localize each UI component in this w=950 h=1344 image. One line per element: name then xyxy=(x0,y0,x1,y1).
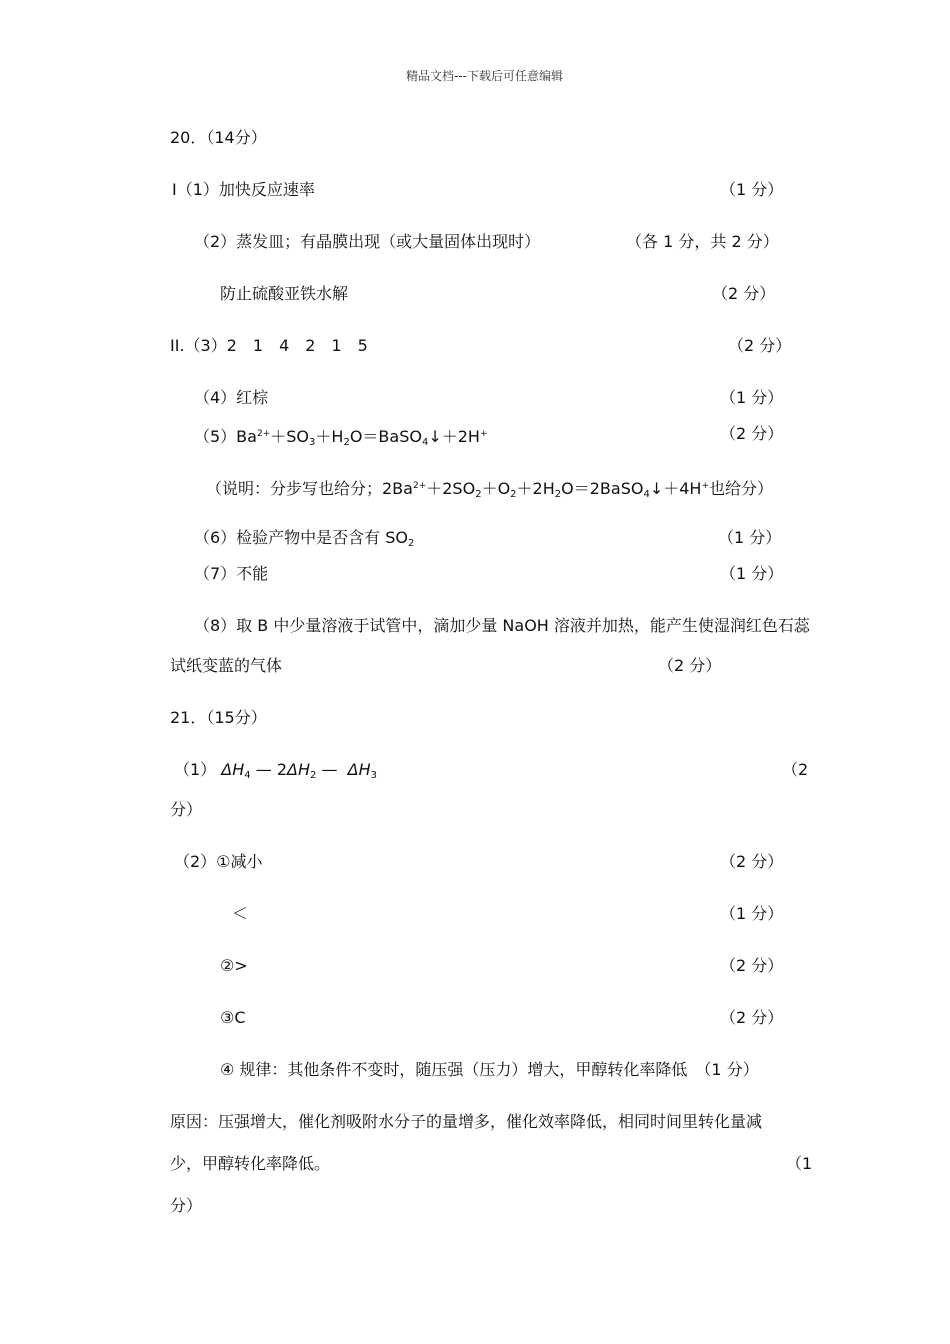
q20-ii7-score: （1 分） xyxy=(720,564,784,583)
q20-i2-text: （2）蒸发皿；有晶膜出现（或大量固体出现时） xyxy=(194,232,541,251)
q21-p2d-score: （2 分） xyxy=(720,1008,784,1027)
q20-title: 20．（14分） xyxy=(170,128,267,147)
q21-p2b-text: ＜ xyxy=(232,904,249,923)
q21-p2c-text: ②> xyxy=(220,956,248,975)
q20-i2-score: （各 1 分，共 2 分） xyxy=(626,232,779,251)
q21-reason-line1: 原因：压强增大，催化剂吸附水分子的量增多，催化效率降低，相同时间里转化量减 xyxy=(170,1112,763,1131)
q20-ii5-equation: $(5)Ba^{2+}+SO_3+H_2O=BaSO_4↓+2H^+$ xyxy=(194,427,488,448)
q20-ii3-text: II.（3）2 1 4 2 1 5 xyxy=(170,336,368,355)
q20-ii7-text: （7）不能 xyxy=(194,564,269,583)
q20-ii4-score: （1 分） xyxy=(720,388,784,407)
q20-i1-text: Ⅰ（1）加快反应速率 xyxy=(172,180,315,199)
q20-i1-score: （1 分） xyxy=(720,180,784,199)
q21-p1-formula: （1） $\Delta H_4$ — $2\Delta H_2$ — $\Delta H_3$ xyxy=(174,760,377,781)
q20-i2b-text: 防止硫酸亚铁水解 xyxy=(220,284,349,303)
q21-p2d-text: ③C xyxy=(220,1008,246,1027)
q21-p1-score-b: 分） xyxy=(170,800,203,819)
q21-title: 21．（15分） xyxy=(170,708,267,727)
q21-p2e-text: ④ 规律：其他条件不变时，随压强（压力）增大，甲醇转化率降低 （1 分） xyxy=(220,1060,759,1079)
q20-ii4-text: （4）红棕 xyxy=(194,388,269,407)
q20-ii8-line1: （8）取 B 中少量溶液于试管中，滴加少量 NaOH 溶液并加热，能产生使湿润红色石蕊 xyxy=(194,616,810,635)
q20-ii6-score: （1 分） xyxy=(718,528,782,547)
q21-p2b-score: （1 分） xyxy=(720,904,784,923)
q21-reason-score-b: 分） xyxy=(170,1196,203,1215)
q20-ii8-line2: 试纸变蓝的气体 xyxy=(170,656,283,675)
q21-p2c-score: （2 分） xyxy=(720,956,784,975)
q21-p2a-score: （2 分） xyxy=(720,852,784,871)
q21-p1-score-a: （2 xyxy=(782,760,809,779)
q21-p2a-text: （2）①减小 xyxy=(174,852,263,871)
q20-ii5-score: （2 分） xyxy=(720,424,784,443)
page-header: 精品文档---下载后可任意编辑 xyxy=(406,69,563,83)
q21-reason-score-a: （1 xyxy=(786,1154,813,1173)
q20-ii8-score: （2 分） xyxy=(658,656,722,675)
q20-ii3-score: （2 分） xyxy=(728,336,792,355)
q20-i2b-score: （2 分） xyxy=(712,284,776,303)
q20-note: （说明：分步写也给分；$2Ba^{2+}+2SO_2+O_2+2H_2O=2BaSO_4↓+4H^+$也给分） xyxy=(206,479,774,500)
q20-ii6-text: （6）检验产物中是否含有 $SO_2$ xyxy=(194,528,415,549)
q21-reason-line2: 少，甲醇转化率降低。 xyxy=(170,1154,331,1173)
